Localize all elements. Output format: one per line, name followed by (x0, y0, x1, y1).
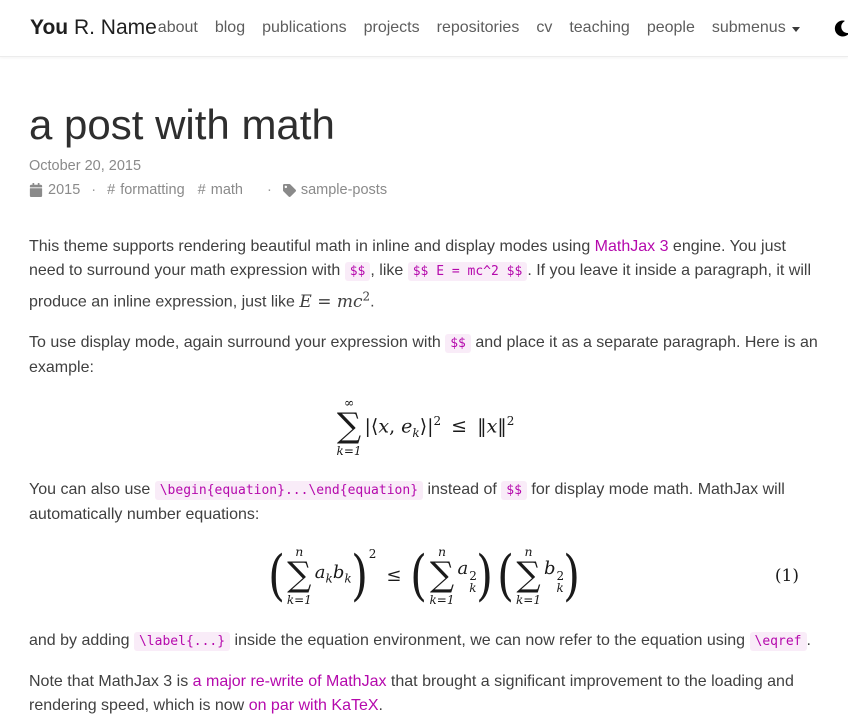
text: . If you leave it inside a paragraph, it will produce an inline expression, just like (29, 262, 812, 311)
page-title: a post with math (29, 101, 335, 148)
mathjax3-link[interactable]: MathJax 3 (594, 238, 669, 256)
equation-body: |⟨x, $e_k⟩|^2$ ≤ ‖x‖$^2$ (364, 413, 515, 440)
equation-term: a 2 k (457, 557, 477, 596)
chevron-down-icon (792, 27, 800, 32)
text: that brought a significant improvement to the loading and rendering speed, which is now (29, 672, 794, 714)
inline-code: \eqref (750, 632, 807, 651)
inline-code: $$ (501, 481, 527, 500)
text: engine. You just need to surround your math expression with (29, 238, 786, 280)
inline-code: $$ (445, 334, 471, 353)
hash-icon: # (107, 182, 116, 199)
katex-link[interactable]: on par with KaTeX (248, 696, 379, 714)
display-equation-1 (29, 396, 819, 458)
nav-item-publications[interactable]: publications (262, 19, 347, 36)
text: To use display mode, again surround your expression with (29, 333, 446, 351)
post-meta (29, 182, 819, 198)
inline-code: \begin{equation}...\end{equation} (155, 481, 423, 500)
text: and by adding (29, 631, 134, 649)
equation-term: b 2 k (543, 557, 565, 596)
sigma-symbol: ∑ (429, 555, 455, 596)
inline-math-emc2: $E = mc^2$ (299, 289, 371, 312)
paragraph-4 (29, 629, 819, 654)
category-link[interactable]: formatting (120, 182, 185, 199)
tag-sample-posts (283, 182, 387, 198)
paragraph-3 (29, 478, 819, 527)
post-year-link[interactable]: 2015 (48, 182, 81, 199)
sigma-symbol: ∑ (336, 406, 362, 447)
nav-item-submenus[interactable] (711, 15, 801, 41)
paragraph-2 (29, 331, 819, 380)
text: for display mode math. MathJax will automatically number equations: (29, 480, 785, 523)
tag-link[interactable]: sample-posts (300, 182, 388, 199)
submenus-label: submenus (711, 19, 786, 36)
text: You can also use (29, 480, 155, 498)
nav-item-people[interactable]: people (646, 19, 695, 36)
hash-icon: # (197, 182, 206, 199)
nav-item-cv[interactable]: cv (536, 19, 553, 36)
nav-item-teaching[interactable]: teaching (569, 19, 630, 36)
nav-item-blog[interactable]: blog (214, 19, 246, 36)
brand-last-name: R. Name (68, 16, 157, 39)
post-content (29, 235, 819, 718)
equation-number: (1) (774, 565, 799, 586)
post-date: October 20, 2015 (29, 158, 142, 175)
paragraph-5 (29, 670, 819, 718)
sigma-symbol: ∑ (287, 555, 312, 596)
inline-code: \label{...} (134, 632, 230, 651)
text: . (806, 631, 811, 649)
meta-separator: · (91, 182, 97, 199)
inline-code: $$ E = mc^2 $$ (408, 262, 528, 281)
tag-icon (283, 184, 296, 197)
text: Note that MathJax 3 is (29, 672, 193, 690)
category-link[interactable]: math (210, 182, 243, 199)
dark-mode-toggle[interactable] (832, 18, 848, 39)
moon-icon (834, 20, 848, 37)
display-equation-2: ( n ∑ k=1 $a_kb_k$ ) $^2$ ≤ ( n ∑ k=1 a 2 k ) ( n ∑ k=1 b 2 k ) (1) (267, 543, 799, 607)
mathjax-rewrite-link[interactable]: a major re-write of MathJax (192, 672, 387, 690)
text: instead of (423, 480, 502, 498)
brand-first-name: You (30, 16, 69, 39)
text: . (370, 293, 375, 311)
sigma-symbol: ∑ (516, 555, 541, 596)
paragraph-1 (29, 235, 819, 315)
brand-link[interactable] (30, 16, 157, 40)
text: and place it as a separate paragraph. Here is an example: (29, 333, 818, 376)
post-container (0, 101, 848, 718)
text: inside the equation environment, we can now refer to the equation using (230, 631, 750, 649)
text: , like (370, 262, 408, 280)
post-year-group (29, 182, 80, 198)
summation: ∞ ∑ k=1 (336, 394, 362, 458)
nav-item-about[interactable]: about (157, 19, 198, 36)
inline-code: $$ (345, 262, 371, 281)
nav-menu (157, 15, 848, 41)
summation: n ∑ k=1 (286, 543, 312, 607)
text: . (378, 696, 383, 714)
equation-term: $a_kb_k$ (314, 561, 352, 586)
category-formatting (107, 182, 185, 198)
summation: n ∑ k=1 (429, 543, 455, 607)
summation: n ∑ k=1 (516, 543, 541, 607)
calendar-icon (29, 183, 43, 197)
nav-item-repositories[interactable]: repositories (436, 19, 520, 36)
category-math (198, 182, 243, 198)
navbar (0, 0, 848, 57)
nav-item-projects[interactable]: projects (363, 19, 420, 36)
meta-separator: · (267, 182, 272, 199)
text: This theme supports rendering beautiful math in inline and display modes using (29, 238, 595, 256)
